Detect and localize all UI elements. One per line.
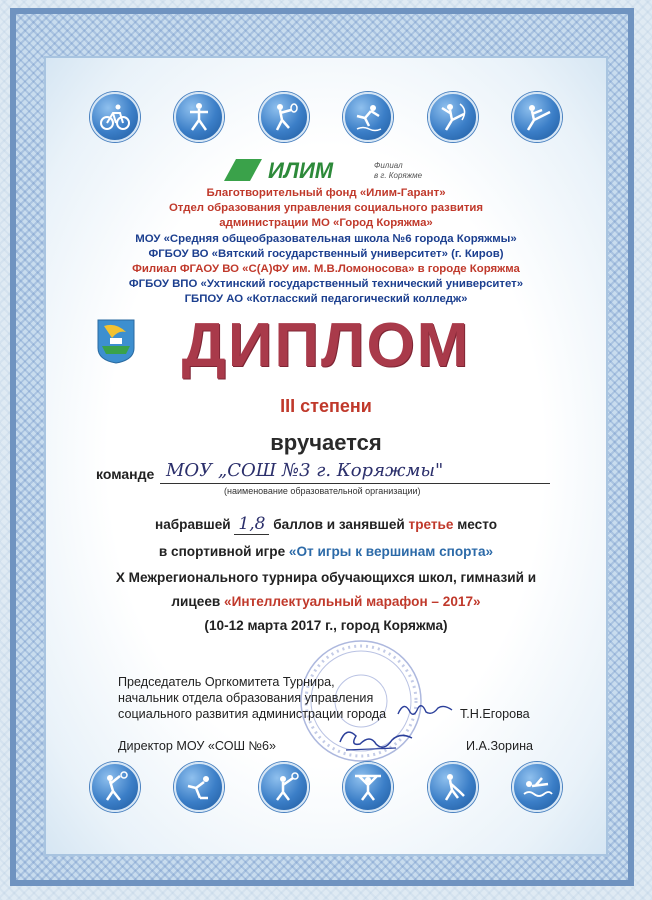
svg-text:в г. Коряжме: в г. Коряжме <box>374 171 423 180</box>
org-line: Филиал ФГАОУ ВО «С(А)ФУ им. М.В.Ломоносова» в городе Коряжма <box>132 263 520 276</box>
karate-icon <box>512 92 562 142</box>
director-title: Директор МОУ «СОШ №6» <box>118 739 277 753</box>
tournament-name-line <box>0 592 652 612</box>
awarded-text: вручается <box>270 430 382 455</box>
organizers-list <box>0 186 652 308</box>
ilim-logo <box>222 155 442 185</box>
score-points-handwritten: 1,8 <box>234 514 269 535</box>
org-line: Отдел образования управления социального развития <box>168 202 484 215</box>
chair-name: Т.Н.Егорова <box>460 707 530 721</box>
org-line: ФГБОУ ВО «Вятский государственный университет» (г. Киров) <box>148 247 504 260</box>
chair-line: Председатель Оргкомитета Турнира, <box>118 675 335 689</box>
director-name: И.А.Зорина <box>466 739 534 753</box>
tournament-name: «Интеллектуальный марафон – 2017» <box>224 594 481 609</box>
volleyball-icon <box>90 762 140 812</box>
chair-signature <box>396 696 456 722</box>
org-line: ГБПОУ АО «Котласский педагогический колледж» <box>184 293 468 306</box>
team-label: команде <box>96 466 155 482</box>
org-line: МОУ «Средняя общеобразовательная школа №6 города Коряжмы» <box>135 232 517 245</box>
org-line: ФГБОУ ВПО «Ухтинский государственный технический университет» <box>128 278 524 291</box>
tournament-prefix: лицеев <box>171 594 221 609</box>
chair-line: социального развития администрации города <box>118 707 387 721</box>
game-prefix: в спортивной игре <box>158 544 286 559</box>
chair-title <box>118 674 386 722</box>
game-line <box>0 542 652 562</box>
sport-icons-top <box>90 92 562 142</box>
weightlifting-icon <box>343 762 393 812</box>
tournament-line: X Межрегионального турнира обучающихся школ, гимназий и <box>115 570 537 585</box>
tennis-icon <box>259 92 309 142</box>
diving-icon <box>343 92 393 142</box>
chair-line: начальник отдела образования управления <box>118 691 374 705</box>
org-line: Благотворительный фонд «Илим-Гарант» <box>206 187 446 199</box>
rhythmic-gymnastics-icon <box>428 92 478 142</box>
score-prefix: набравшей <box>154 517 231 532</box>
svg-text:ИЛИМ: ИЛИМ <box>268 158 334 183</box>
org-line: администрации МО «Город Коряжма» <box>219 217 433 230</box>
skating-icon <box>174 762 224 812</box>
basketball-icon <box>259 762 309 812</box>
team-name-handwritten: МОУ „СОШ №3 г. Коряжмы" <box>160 460 550 484</box>
hockey-icon <box>428 762 478 812</box>
place-value: третье <box>408 517 454 532</box>
swimming-icon <box>512 762 562 812</box>
diploma-degree: III степени <box>280 396 372 416</box>
diploma-title: ДИПЛОМ <box>181 311 471 380</box>
score-line <box>0 514 652 535</box>
gymnastics-icon <box>174 92 224 142</box>
cycling-icon <box>90 92 140 142</box>
score-middle: баллов и занявшей <box>273 517 405 532</box>
score-suffix: место <box>457 517 498 532</box>
sport-icons-bottom <box>90 762 562 812</box>
svg-text:Филиал: Филиал <box>374 161 403 170</box>
team-caption: (наименование образовательной организации) <box>224 486 421 496</box>
game-name: «От игры к вершинам спорта» <box>288 544 494 559</box>
director-signature <box>336 722 416 756</box>
tournament-dates: (10-12 марта 2017 г., город Коряжма) <box>204 618 448 633</box>
team-line <box>96 462 556 488</box>
